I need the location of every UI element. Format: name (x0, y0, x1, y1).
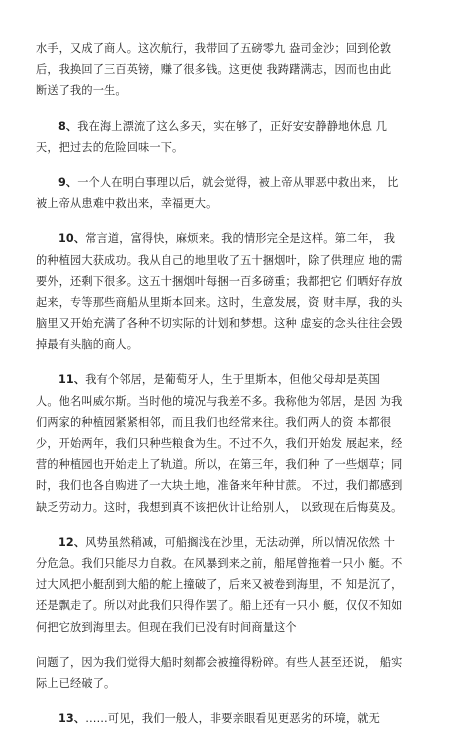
paragraph-10 (36, 228, 421, 355)
text-line: 水手，又成了商人。这次航行，我带回了五磅零九 盎司金沙；回到伦敦 (36, 42, 392, 55)
text-line: 后，我换回了三百英镑，赚了很多钱。这更使 我踌躇满志，因而也由此 (36, 63, 392, 77)
paragraph-number: 13、 (58, 712, 86, 726)
paragraph-8 (36, 116, 421, 158)
paragraph-number: 10、 (58, 232, 86, 246)
text-line: 脑里又开始充满了各种不切实际的计划和梦想。这种 虚妄的念头往往会毁 (36, 317, 403, 331)
text-line: 起来，专等那些商船从里斯本回来。这时，生意发展，资 财丰厚，我的头 (36, 295, 403, 309)
paragraph-12 (36, 532, 421, 638)
text-line (36, 172, 421, 193)
text-line: 被上帝从患难中救出来，幸福更大。 (36, 197, 218, 211)
text-line (36, 116, 421, 137)
paragraph-7 (36, 38, 421, 102)
paragraph-9 (36, 172, 421, 214)
text-line-content: 一个人在明白事理以后，就会觉得，被上帝从罪恶中救出来， 比 (77, 175, 399, 189)
text-line: 何把它放到海里去。但现在我们已没有时间商量这个 (36, 620, 297, 634)
text-line-content: 风势虽然稍减，可船搁浅在沙里，无法动弹，所以情况依然 十 (85, 535, 396, 549)
text-line: 还是飘走了。所以对此我们只得作罢了。船上还有一只小 艇，仅仅不知如 (36, 599, 403, 613)
text-line-content: 我有个邻居，是葡萄牙人，生于里斯本，但他父母却是英国 (85, 373, 380, 387)
paragraph-number: 8、 (58, 119, 78, 133)
text-line-content: 常言道，富得快，麻烦来。我的情形完全是这样。第二年， 我 (85, 232, 396, 246)
text-line: 过大风把小艇刮到大船的舵上撞破了，后来又被卷到海里，不 知是沉了， (36, 578, 403, 592)
paragraph-number: 12、 (58, 535, 86, 549)
text-line: 缺乏劳动力。这时，我想到真不该把伙计让给别人， 以致现在后悔莫及。 (36, 500, 403, 514)
text-line (36, 369, 421, 390)
text-line (36, 532, 421, 553)
text-line: 分危急。我们只能尽力自救。在风暴到来之前，船尾曾拖着一只小 艇。不 (36, 556, 403, 570)
paragraph-11 (36, 369, 421, 517)
text-line-content: ……可见，我们一般人，非要亲眼看见更恶劣的环境，就无 (85, 712, 380, 726)
text-line: 的种植园大获成功。我从自己的地里收了五十捆烟叶，除了供理应 地的需 (36, 253, 403, 267)
text-line: 们两家的种植园紧紧相邻，而且我们也经常来往。我们两人的资 本都很 (36, 415, 392, 429)
text-line (36, 228, 421, 249)
paragraph-12-continued (36, 652, 421, 694)
text-line-content: 我在海上漂流了这么多天，实在够了，正好安安静静地休息 几 (77, 119, 388, 133)
text-line: 掉最有头脑的商人。 (36, 338, 139, 352)
paragraph-number: 9、 (58, 175, 78, 189)
text-line: 际上已经破了。 (36, 676, 116, 690)
paragraph-13 (36, 708, 421, 729)
text-line: 问题了，因为我们觉得大船时刻都会被撞得粉碎。有些人甚至还说， 船实 (36, 655, 403, 669)
text-line: 要外，还剩下很多。这五十捆烟叶每捆一百多磅重；我都把它 们晒好存放 (36, 274, 403, 288)
text-line (36, 708, 421, 729)
text-line: 断送了我的一生。 (36, 84, 127, 98)
text-line: 营的种植园也开始走上了轨道。所以，在第三年，我们种 了一些烟草；同 (36, 458, 403, 472)
text-line: 少，开始两年，我们只种些粮食为生。不过不久，我们开始发 展起来，经 (36, 437, 403, 450)
text-line: 人。他名叫威尔斯。当时他的境况与我差不多。我称他为邻居，是因 为我 (36, 394, 403, 408)
text-line: 时，我们也各自购进了一大块土地，准备来年种甘蔗。 不过，我们都感到 (36, 479, 403, 493)
text-line: 天，把过去的危险回味一下。 (36, 140, 184, 154)
paragraph-number: 11、 (58, 373, 86, 387)
